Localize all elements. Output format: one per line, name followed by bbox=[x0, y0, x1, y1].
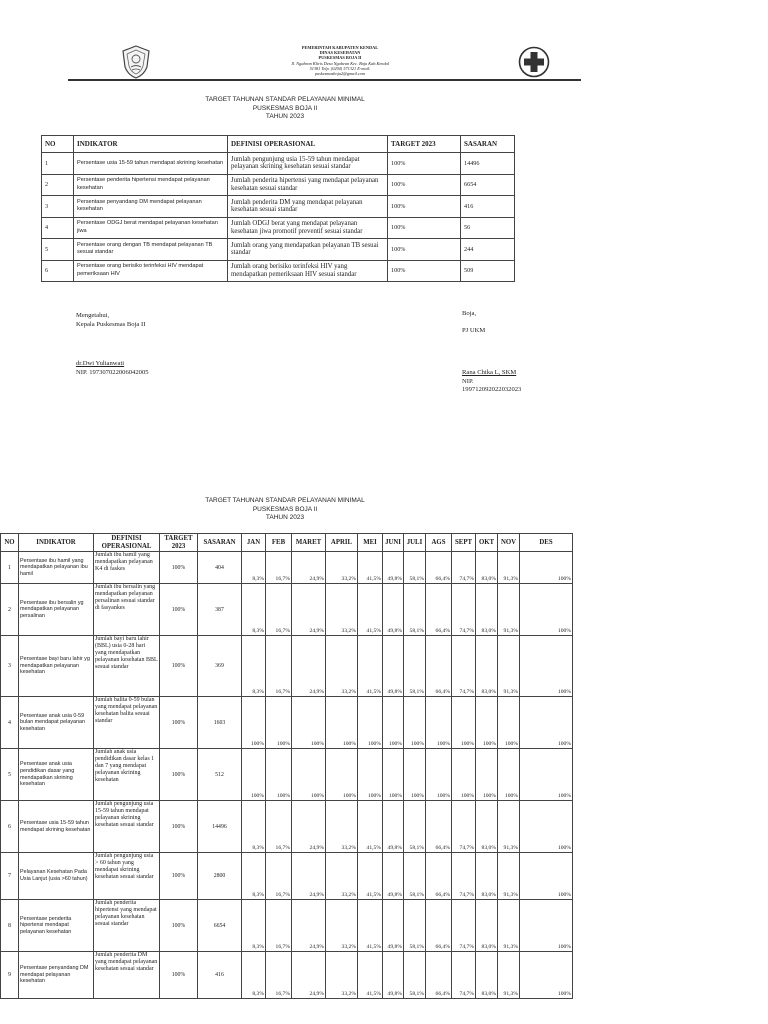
header-target: TARGET 2023 bbox=[388, 136, 461, 153]
cell-indikator: Persentase penyandang DM mendapat pelayanan kesehatan bbox=[19, 952, 94, 999]
cell-month-ags: 100% bbox=[426, 697, 452, 749]
cell-month-okt: 83,0% bbox=[476, 636, 498, 697]
cell-month-des: 100% bbox=[520, 749, 573, 801]
cell-month-des: 100% bbox=[520, 900, 573, 952]
table2-header-row bbox=[1, 534, 573, 552]
cell-month-jan: 100% bbox=[242, 749, 266, 801]
cell-target: 100% bbox=[388, 174, 461, 196]
cell-definisi bbox=[94, 584, 160, 636]
table-row bbox=[1, 900, 573, 952]
cell-no: 4 bbox=[1, 697, 19, 749]
cell-month-mei: 41,5% bbox=[358, 853, 383, 900]
header-des: DES bbox=[520, 534, 573, 552]
header-maret: MARET bbox=[292, 534, 326, 552]
cell-definisi: Jumlah ODGJ berat yang mendapat pelayanan kesehatan jiwa promotif preventif sesuai standar bbox=[228, 217, 388, 239]
cell-month-ags: 66,4% bbox=[426, 900, 452, 952]
cell-definisi-text: Jumlah bayi baru lahir (BBL) usia 0-28 hari yang mendapatkan pelayanan kesehatan BBL sesuai standar bbox=[95, 636, 158, 670]
cell-target: 100% bbox=[160, 801, 198, 853]
cell-month-des: 100% bbox=[520, 801, 573, 853]
cell-indikator: Persentase anak usia 0-59 bulan mendapat pelayanan kesehatan bbox=[19, 697, 94, 749]
cell-no: 5 bbox=[42, 239, 74, 261]
title-line1: TARGET TAHUNAN STANDAR PELAYANAN MINIMAL bbox=[205, 96, 365, 103]
header-ags: AGS bbox=[426, 534, 452, 552]
cell-target: 100% bbox=[388, 217, 461, 239]
cell-month-okt: 83,0% bbox=[476, 853, 498, 900]
cell-definisi bbox=[94, 900, 160, 952]
cell-month-jan: 8,3% bbox=[242, 853, 266, 900]
cell-month-nov: 91,3% bbox=[498, 801, 520, 853]
cell-definisi bbox=[94, 636, 160, 697]
signature-right bbox=[462, 310, 612, 335]
signature-left-name-block bbox=[76, 360, 276, 377]
letterhead bbox=[240, 45, 440, 76]
cell-month-feb: 100% bbox=[266, 749, 292, 801]
cell-month-juni: 100% bbox=[383, 749, 404, 801]
cell-month-sept: 74,7% bbox=[452, 584, 476, 636]
cell-month-okt: 100% bbox=[476, 749, 498, 801]
cell-month-ags: 66,4% bbox=[426, 584, 452, 636]
cell-month-okt: 83,0% bbox=[476, 801, 498, 853]
cell-month-feb: 16,7% bbox=[266, 552, 292, 584]
cell-month-april: 33,2% bbox=[326, 853, 358, 900]
cell-sasaran: 56 bbox=[461, 217, 515, 239]
letterhead-address1: Jl. Ngabean Kliris Desa Ngabean Kec. Boja Kab.Kendal bbox=[291, 60, 389, 66]
cell-month-feb: 16,7% bbox=[266, 952, 292, 999]
cell-definisi bbox=[94, 552, 160, 584]
cell-target: 100% bbox=[160, 584, 198, 636]
cell-month-feb: 16,7% bbox=[266, 636, 292, 697]
cell-sasaran: 509 bbox=[461, 260, 515, 282]
cell-target: 100% bbox=[160, 749, 198, 801]
table-row bbox=[42, 153, 515, 175]
cell-indikator: Persentase usia 15-59 tahun mendapat skrining kesehatan bbox=[19, 801, 94, 853]
cell-month-nov: 91,3% bbox=[498, 584, 520, 636]
title2-line3: TAHUN 2023 bbox=[265, 514, 305, 521]
cell-target: 100% bbox=[160, 552, 198, 584]
cell-month-feb: 100% bbox=[266, 697, 292, 749]
cell-month-april: 33,2% bbox=[326, 952, 358, 999]
cell-sasaran: 1603 bbox=[198, 697, 242, 749]
cell-month-jan: 8,3% bbox=[242, 952, 266, 999]
cell-month-juni: 49,8% bbox=[383, 584, 404, 636]
header-sept: SEPT bbox=[452, 534, 476, 552]
cell-definisi-text: Jumlah ibu bersalin yang mendapatkan pelayanan persalinan sesuai standar di fasyankes bbox=[95, 584, 156, 611]
cell-month-april: 33,2% bbox=[326, 900, 358, 952]
cell-month-maret: 100% bbox=[292, 697, 326, 749]
cell-month-april: 100% bbox=[326, 697, 358, 749]
cell-month-april: 33,2% bbox=[326, 636, 358, 697]
cell-month-mei: 41,5% bbox=[358, 801, 383, 853]
cell-month-feb: 16,7% bbox=[266, 584, 292, 636]
monthly-target-table bbox=[0, 533, 573, 999]
signature-left-nip: NIP. 197307022006042005 bbox=[76, 368, 149, 376]
table-row bbox=[1, 952, 573, 999]
cell-sasaran: 6654 bbox=[461, 174, 515, 196]
cell-indikator: Persentase ibu bersalin yg mendapatkan pelayanan persalinan bbox=[19, 584, 94, 636]
cell-definisi-text: Jumlah penderita DM yang mendapat pelayanan kesehatan sesuai standar bbox=[95, 952, 158, 972]
cell-month-juli: 58,1% bbox=[404, 584, 426, 636]
cell-month-jan: 8,3% bbox=[242, 636, 266, 697]
cell-month-jan: 8,3% bbox=[242, 900, 266, 952]
table-row bbox=[42, 260, 515, 282]
cell-month-sept: 74,7% bbox=[452, 900, 476, 952]
header-juni: JUNI bbox=[383, 534, 404, 552]
cell-indikator: Persentase ODGJ berat mendapat pelayanan kesehatan jiwa bbox=[74, 217, 228, 239]
header-mei: MEI bbox=[358, 534, 383, 552]
signature-right-nip-label: NIP. bbox=[462, 377, 474, 385]
cell-target: 100% bbox=[388, 153, 461, 175]
cell-sasaran: 416 bbox=[198, 952, 242, 999]
cell-month-ags: 66,4% bbox=[426, 636, 452, 697]
cell-definisi: Jumlah penderita hipertensi yang mendapat pelayanan kesehatan sesuai standar bbox=[228, 174, 388, 196]
cell-month-april: 33,2% bbox=[326, 801, 358, 853]
cell-month-feb: 16,7% bbox=[266, 853, 292, 900]
cell-month-ags: 66,4% bbox=[426, 853, 452, 900]
cell-sasaran: 14496 bbox=[461, 153, 515, 175]
cell-sasaran: 244 bbox=[461, 239, 515, 261]
cell-month-maret: 24,9% bbox=[292, 853, 326, 900]
title-line2: PUSKESMAS BOJA II bbox=[252, 104, 318, 112]
cell-definisi-text: Jumlah pengunjung usia 15-59 tahun mendapat pelayanan skrining kesehatan sesuai standar bbox=[95, 801, 154, 828]
cell-no: 5 bbox=[1, 749, 19, 801]
cell-month-maret: 24,9% bbox=[292, 552, 326, 584]
signature-left-line1: Mengetahui, bbox=[76, 312, 110, 319]
cell-month-ags: 66,4% bbox=[426, 952, 452, 999]
header-no: NO bbox=[1, 534, 19, 552]
cell-month-nov: 91,3% bbox=[498, 853, 520, 900]
cell-month-nov: 100% bbox=[498, 697, 520, 749]
cell-no: 6 bbox=[42, 260, 74, 282]
cell-definisi bbox=[94, 749, 160, 801]
cell-sasaran: 512 bbox=[198, 749, 242, 801]
cell-month-mei: 41,5% bbox=[358, 900, 383, 952]
cell-target: 100% bbox=[160, 900, 198, 952]
cell-month-sept: 74,7% bbox=[452, 853, 476, 900]
cell-indikator: Persentase penyandang DM mendapat pelayanan kesehatan bbox=[74, 196, 228, 218]
cell-month-mei: 100% bbox=[358, 749, 383, 801]
signature-right-name-block bbox=[462, 369, 612, 395]
cell-indikator: Persentase usia 15-59 tahun mendapat skrining kesehatan bbox=[74, 153, 228, 175]
cell-month-ags: 66,4% bbox=[426, 552, 452, 584]
cell-month-mei: 41,5% bbox=[358, 552, 383, 584]
cell-no: 6 bbox=[1, 801, 19, 853]
cell-month-juni: 100% bbox=[383, 697, 404, 749]
table-header-row bbox=[42, 136, 515, 153]
cell-month-nov: 91,3% bbox=[498, 900, 520, 952]
cell-month-okt: 100% bbox=[476, 697, 498, 749]
cell-no: 8 bbox=[1, 900, 19, 952]
cell-sasaran: 14496 bbox=[198, 801, 242, 853]
cell-indikator: Persentase penderita hipertensi mendapat pelayanan kesehatan bbox=[19, 900, 94, 952]
cell-month-okt: 83,0% bbox=[476, 952, 498, 999]
cell-month-feb: 16,7% bbox=[266, 801, 292, 853]
cell-month-juli: 100% bbox=[404, 749, 426, 801]
header-no: NO bbox=[42, 136, 74, 153]
header-juli: JULI bbox=[404, 534, 426, 552]
cell-month-des: 100% bbox=[520, 584, 573, 636]
cell-month-ags: 66,4% bbox=[426, 801, 452, 853]
cell-indikator: Persentase penderita hipertensi mendapat pelayanan kesehatan bbox=[74, 174, 228, 196]
cell-month-april: 100% bbox=[326, 749, 358, 801]
cell-month-nov: 91,3% bbox=[498, 636, 520, 697]
header-target: TARGET 2023 bbox=[160, 534, 198, 552]
cell-month-ags: 100% bbox=[426, 749, 452, 801]
document-title-2 bbox=[180, 497, 390, 523]
cell-sasaran: 387 bbox=[198, 584, 242, 636]
table-row bbox=[1, 853, 573, 900]
cell-month-okt: 83,0% bbox=[476, 584, 498, 636]
table-row bbox=[1, 801, 573, 853]
cell-month-sept: 74,7% bbox=[452, 952, 476, 999]
cell-indikator: Persentase orang berisiko terinfeksi HIV mendapat pemeriksaan HIV bbox=[74, 260, 228, 282]
cell-month-mei: 41,5% bbox=[358, 952, 383, 999]
cell-definisi-text: Jumlah anak usia pendidikan dasar kelas 1 dan 7 yang mendapat pelayanan skrining kesehatan bbox=[95, 749, 155, 783]
cell-indikator: Persentase bayi baru lahir yg mendapatkan pelayanan kesehatan bbox=[19, 636, 94, 697]
cell-month-mei: 41,5% bbox=[358, 584, 383, 636]
cell-month-juni: 49,8% bbox=[383, 900, 404, 952]
cell-month-des: 100% bbox=[520, 853, 573, 900]
cell-definisi: Jumlah pengunjung usia 15-59 tahun mendapat pelayanan skrining kesehatan sesuai standar bbox=[228, 153, 388, 175]
document-title bbox=[180, 96, 390, 122]
cell-month-juni: 49,8% bbox=[383, 952, 404, 999]
header-sasaran: SASARAN bbox=[198, 534, 242, 552]
cell-month-sept: 74,7% bbox=[452, 552, 476, 584]
cell-target: 100% bbox=[160, 952, 198, 999]
table-row bbox=[1, 584, 573, 636]
cell-month-juli: 58,1% bbox=[404, 952, 426, 999]
cell-month-nov: 91,3% bbox=[498, 552, 520, 584]
cell-month-juli: 58,1% bbox=[404, 552, 426, 584]
cell-sasaran: 2800 bbox=[198, 853, 242, 900]
header-okt: OKT bbox=[476, 534, 498, 552]
table-row bbox=[42, 239, 515, 261]
cell-month-sept: 100% bbox=[452, 697, 476, 749]
cell-month-juni: 49,8% bbox=[383, 552, 404, 584]
table-row bbox=[42, 217, 515, 239]
header-indikator: INDIKATOR bbox=[19, 534, 94, 552]
letterhead-line1: PEMERINTAH KABUPATEN KENDAL bbox=[301, 45, 379, 50]
puskesmas-logo bbox=[518, 45, 550, 79]
header-feb: FEB bbox=[266, 534, 292, 552]
cell-month-sept: 74,7% bbox=[452, 636, 476, 697]
cell-month-maret: 24,9% bbox=[292, 801, 326, 853]
cell-month-jan: 8,3% bbox=[242, 552, 266, 584]
cell-sasaran: 416 bbox=[461, 196, 515, 218]
cell-sasaran: 6654 bbox=[198, 900, 242, 952]
cell-month-juni: 49,8% bbox=[383, 636, 404, 697]
header-definisi: DEFINISI OPERASIONAL bbox=[228, 136, 388, 153]
table-row bbox=[1, 697, 573, 749]
cell-sasaran: 369 bbox=[198, 636, 242, 697]
table-row bbox=[1, 636, 573, 697]
cell-month-jan: 8,3% bbox=[242, 801, 266, 853]
cell-definisi-text: Jumlah penderita hipertensi yang mendapat pelayanan kesehatan sesuai standar bbox=[95, 900, 157, 927]
signature-right-role: PJ UKM bbox=[462, 326, 486, 334]
cell-definisi-text: Jumlah balita 0-59 bulan yang mendapat pelayanan kesehatan balita sesuai standar bbox=[95, 697, 158, 724]
cell-month-nov: 91,3% bbox=[498, 952, 520, 999]
cell-no: 1 bbox=[42, 153, 74, 175]
cell-no: 3 bbox=[42, 196, 74, 218]
cell-month-juli: 58,1% bbox=[404, 801, 426, 853]
title-line3: TAHUN 2023 bbox=[265, 113, 305, 120]
cell-month-des: 100% bbox=[520, 952, 573, 999]
cell-month-des: 100% bbox=[520, 552, 573, 584]
cell-month-april: 33,2% bbox=[326, 584, 358, 636]
cell-month-jan: 100% bbox=[242, 697, 266, 749]
cell-definisi bbox=[94, 952, 160, 999]
table-row bbox=[1, 749, 573, 801]
cell-definisi bbox=[94, 801, 160, 853]
cell-month-maret: 24,9% bbox=[292, 636, 326, 697]
cell-no: 3 bbox=[1, 636, 19, 697]
cell-sasaran: 404 bbox=[198, 552, 242, 584]
letterhead-line2: DINAS KESEHATAN bbox=[319, 50, 361, 56]
header-april: APRIL bbox=[326, 534, 358, 552]
cell-month-des: 100% bbox=[520, 697, 573, 749]
signature-left bbox=[76, 312, 276, 329]
cell-target: 100% bbox=[388, 239, 461, 261]
title2-line1: TARGET TAHUNAN STANDAR PELAYANAN MINIMAL bbox=[205, 497, 365, 504]
cell-month-april: 33,2% bbox=[326, 552, 358, 584]
cell-indikator: Persentase ibu hamil yang mendapatkan pelayanan ibu hamil bbox=[19, 552, 94, 584]
header-sasaran: SASARAN bbox=[461, 136, 515, 153]
cell-definisi: Jumlah orang berisiko terinfeksi HIV yang mendapatkan pemeriksaan HIV sesuai standar bbox=[228, 260, 388, 282]
signature-right-name: Rana Chika L, SKM bbox=[462, 369, 517, 376]
signature-right-place: Boja, bbox=[462, 310, 477, 317]
cell-no: 7 bbox=[1, 853, 19, 900]
cell-definisi-text: Jumlah pengunjung usia > 60 tahun yang mendapat skrining kesehatan sesuai standar bbox=[95, 853, 154, 880]
cell-month-maret: 24,9% bbox=[292, 584, 326, 636]
cell-month-maret: 24,9% bbox=[292, 900, 326, 952]
cell-month-juni: 49,8% bbox=[383, 853, 404, 900]
letterhead-address2: 51381 Telp. (0294) 571321 E-mail: bbox=[309, 65, 371, 71]
header-jan: JAN bbox=[242, 534, 266, 552]
cell-month-juni: 49,8% bbox=[383, 801, 404, 853]
signature-left-line2: Kepala Puskesmas Boja II bbox=[76, 320, 146, 328]
table-row bbox=[1, 552, 573, 584]
cell-definisi: Jumlah orang yang mendapatkan pelayanan TB sesuai standar bbox=[228, 239, 388, 261]
cell-month-des: 100% bbox=[520, 636, 573, 697]
signature-right-nip: 199712092022032023 bbox=[462, 386, 522, 393]
kendal-regency-logo bbox=[120, 45, 152, 79]
cell-month-sept: 74,7% bbox=[452, 801, 476, 853]
cell-month-juli: 58,1% bbox=[404, 853, 426, 900]
header-nov: NOV bbox=[498, 534, 520, 552]
cell-no: 1 bbox=[1, 552, 19, 584]
cell-no: 2 bbox=[42, 174, 74, 196]
cell-month-okt: 83,0% bbox=[476, 552, 498, 584]
cell-month-juli: 58,1% bbox=[404, 636, 426, 697]
cell-target: 100% bbox=[388, 196, 461, 218]
cell-month-okt: 83,0% bbox=[476, 900, 498, 952]
header-indikator: INDIKATOR bbox=[74, 136, 228, 153]
cell-indikator: Persentase orang dengan TB mendapat pelayanan TB sesuai standar bbox=[74, 239, 228, 261]
cell-target: 100% bbox=[160, 697, 198, 749]
cell-definisi bbox=[94, 697, 160, 749]
cell-month-juli: 100% bbox=[404, 697, 426, 749]
title2-line2: PUSKESMAS BOJA II bbox=[252, 505, 318, 513]
header-definisi: DEFINISI OPERASIONAL bbox=[94, 534, 160, 552]
cell-target: 100% bbox=[160, 636, 198, 697]
cell-definisi-text: Jumlah ibu hamil yang mendapatkan pelayanan K4 di faskes bbox=[95, 552, 153, 572]
cell-month-maret: 100% bbox=[292, 749, 326, 801]
cell-target: 100% bbox=[388, 260, 461, 282]
table-row bbox=[42, 196, 515, 218]
table-row bbox=[42, 174, 515, 196]
letterhead-divider bbox=[68, 79, 581, 81]
cell-month-maret: 24,9% bbox=[292, 952, 326, 999]
cell-definisi bbox=[94, 853, 160, 900]
cell-month-juli: 58,1% bbox=[404, 900, 426, 952]
cell-month-mei: 100% bbox=[358, 697, 383, 749]
cell-no: 9 bbox=[1, 952, 19, 999]
cell-month-feb: 16,7% bbox=[266, 900, 292, 952]
target-table bbox=[41, 135, 515, 282]
cell-definisi: Jumlah penderita DM yang mendapat pelayanan kesehatan sesuai standar bbox=[228, 196, 388, 218]
cell-no: 2 bbox=[1, 584, 19, 636]
letterhead-line3: PUSKESMAS BOJA II bbox=[318, 55, 362, 61]
cell-no: 4 bbox=[42, 217, 74, 239]
cell-indikator: Pelayanan Kesehatan Pada Usia Lanjut (usia >60 tahun) bbox=[19, 853, 94, 900]
cell-month-jan: 8,3% bbox=[242, 584, 266, 636]
cell-indikator: Persentase anak usia pendidikan dasar yang mendapatkan skrining kesehatan bbox=[19, 749, 94, 801]
cell-month-nov: 100% bbox=[498, 749, 520, 801]
signature-left-name: dr.Dwi Yulianwati bbox=[76, 360, 125, 367]
cell-target: 100% bbox=[160, 853, 198, 900]
cell-month-sept: 100% bbox=[452, 749, 476, 801]
cell-month-mei: 41,5% bbox=[358, 636, 383, 697]
letterhead-address3: puskesmasboja2@gmail.com bbox=[314, 71, 366, 77]
